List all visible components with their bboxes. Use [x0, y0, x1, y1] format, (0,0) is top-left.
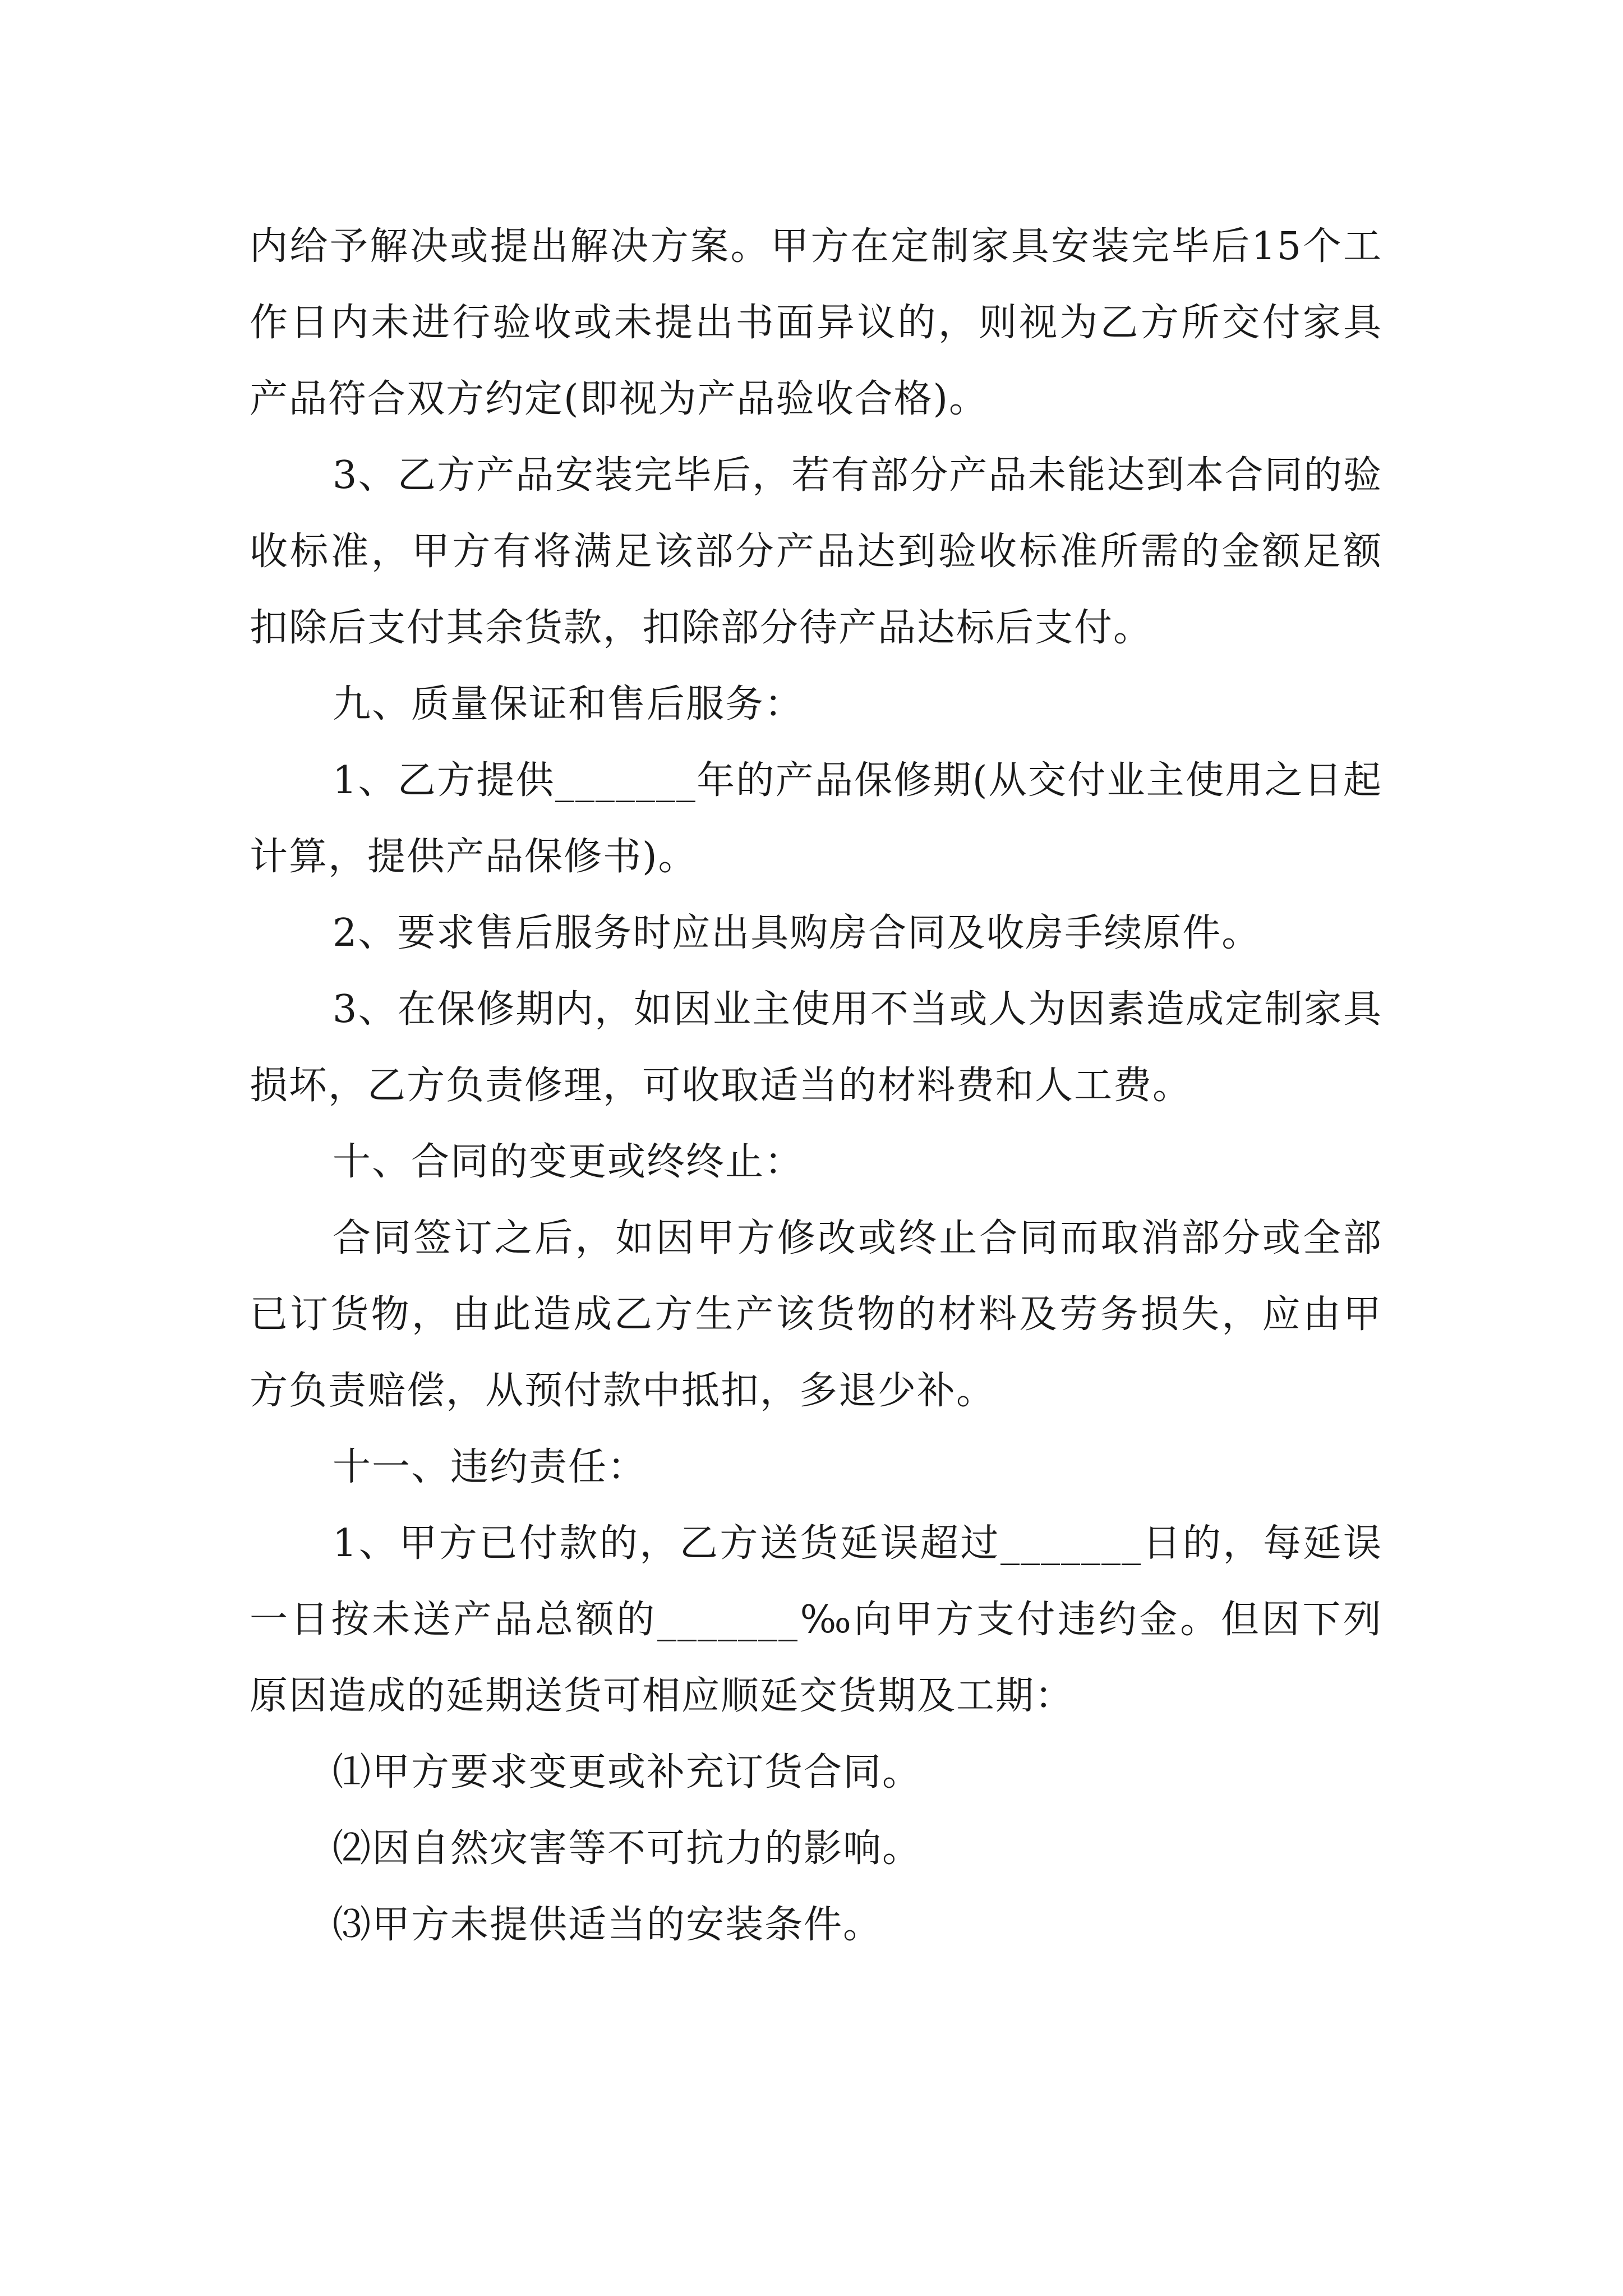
paragraph-8: 合同签订之后，如因甲方修改或终止合同而取消部分或全部已订货物，由此造成乙方生产该货物的材料及劳务损失，应由甲方负责赔偿，从预付款中抵扣，多退少补。 — [250, 1216, 1382, 1413]
section-heading-11: 十一、违约责任： — [333, 1445, 647, 1489]
paragraph-5: 2、要求售后服务时应出具购房合同及收房手续原件。 — [333, 911, 1261, 955]
document-body — [250, 209, 1382, 1963]
paragraph-1: 内给予解决或提出解决方案。甲方在定制家具安装完毕后15个工作日内未进行验收或未提出书面异议的，则视为乙方所交付家具产品符合双方约定(即视为产品验收合格)。 — [250, 224, 1382, 421]
list-item-2: ⑵因自然灾害等不可抗力的影响。 — [333, 1826, 922, 1871]
list-item-3: ⑶甲方未提供适当的安装条件。 — [333, 1903, 883, 1947]
section-heading-9: 九、质量保证和售后服务： — [333, 682, 804, 726]
paragraph-2: 3、乙方产品安装完毕后，若有部分产品未能达到本合同的验收标准，甲方有将满足该部分产品达到验收标准所需的金额足额扣除后支付其余货款，扣除部分待产品达标后支付。 — [250, 453, 1382, 650]
list-item-1: ⑴甲方要求变更或补充订货合同。 — [333, 1750, 922, 1795]
paragraph-6: 3、在保修期内，如因业主使用不当或人为因素造成定制家具损坏，乙方负责修理，可收取适当的材料费和人工费。 — [250, 987, 1382, 1108]
paragraph-4: 1、乙方提供_______年的产品保修期(从交付业主使用之日起计算，提供产品保修书)。 — [250, 758, 1382, 879]
section-heading-10: 十、合同的变更或终终止： — [333, 1140, 804, 1184]
paragraph-10: 1、甲方已付款的，乙方送货延误超过_______日的，每延误一日按未送产品总额的_______‰向甲方支付违约金。但因下列原因造成的延期送货可相应顺延交货期及工期： — [250, 1521, 1382, 1718]
